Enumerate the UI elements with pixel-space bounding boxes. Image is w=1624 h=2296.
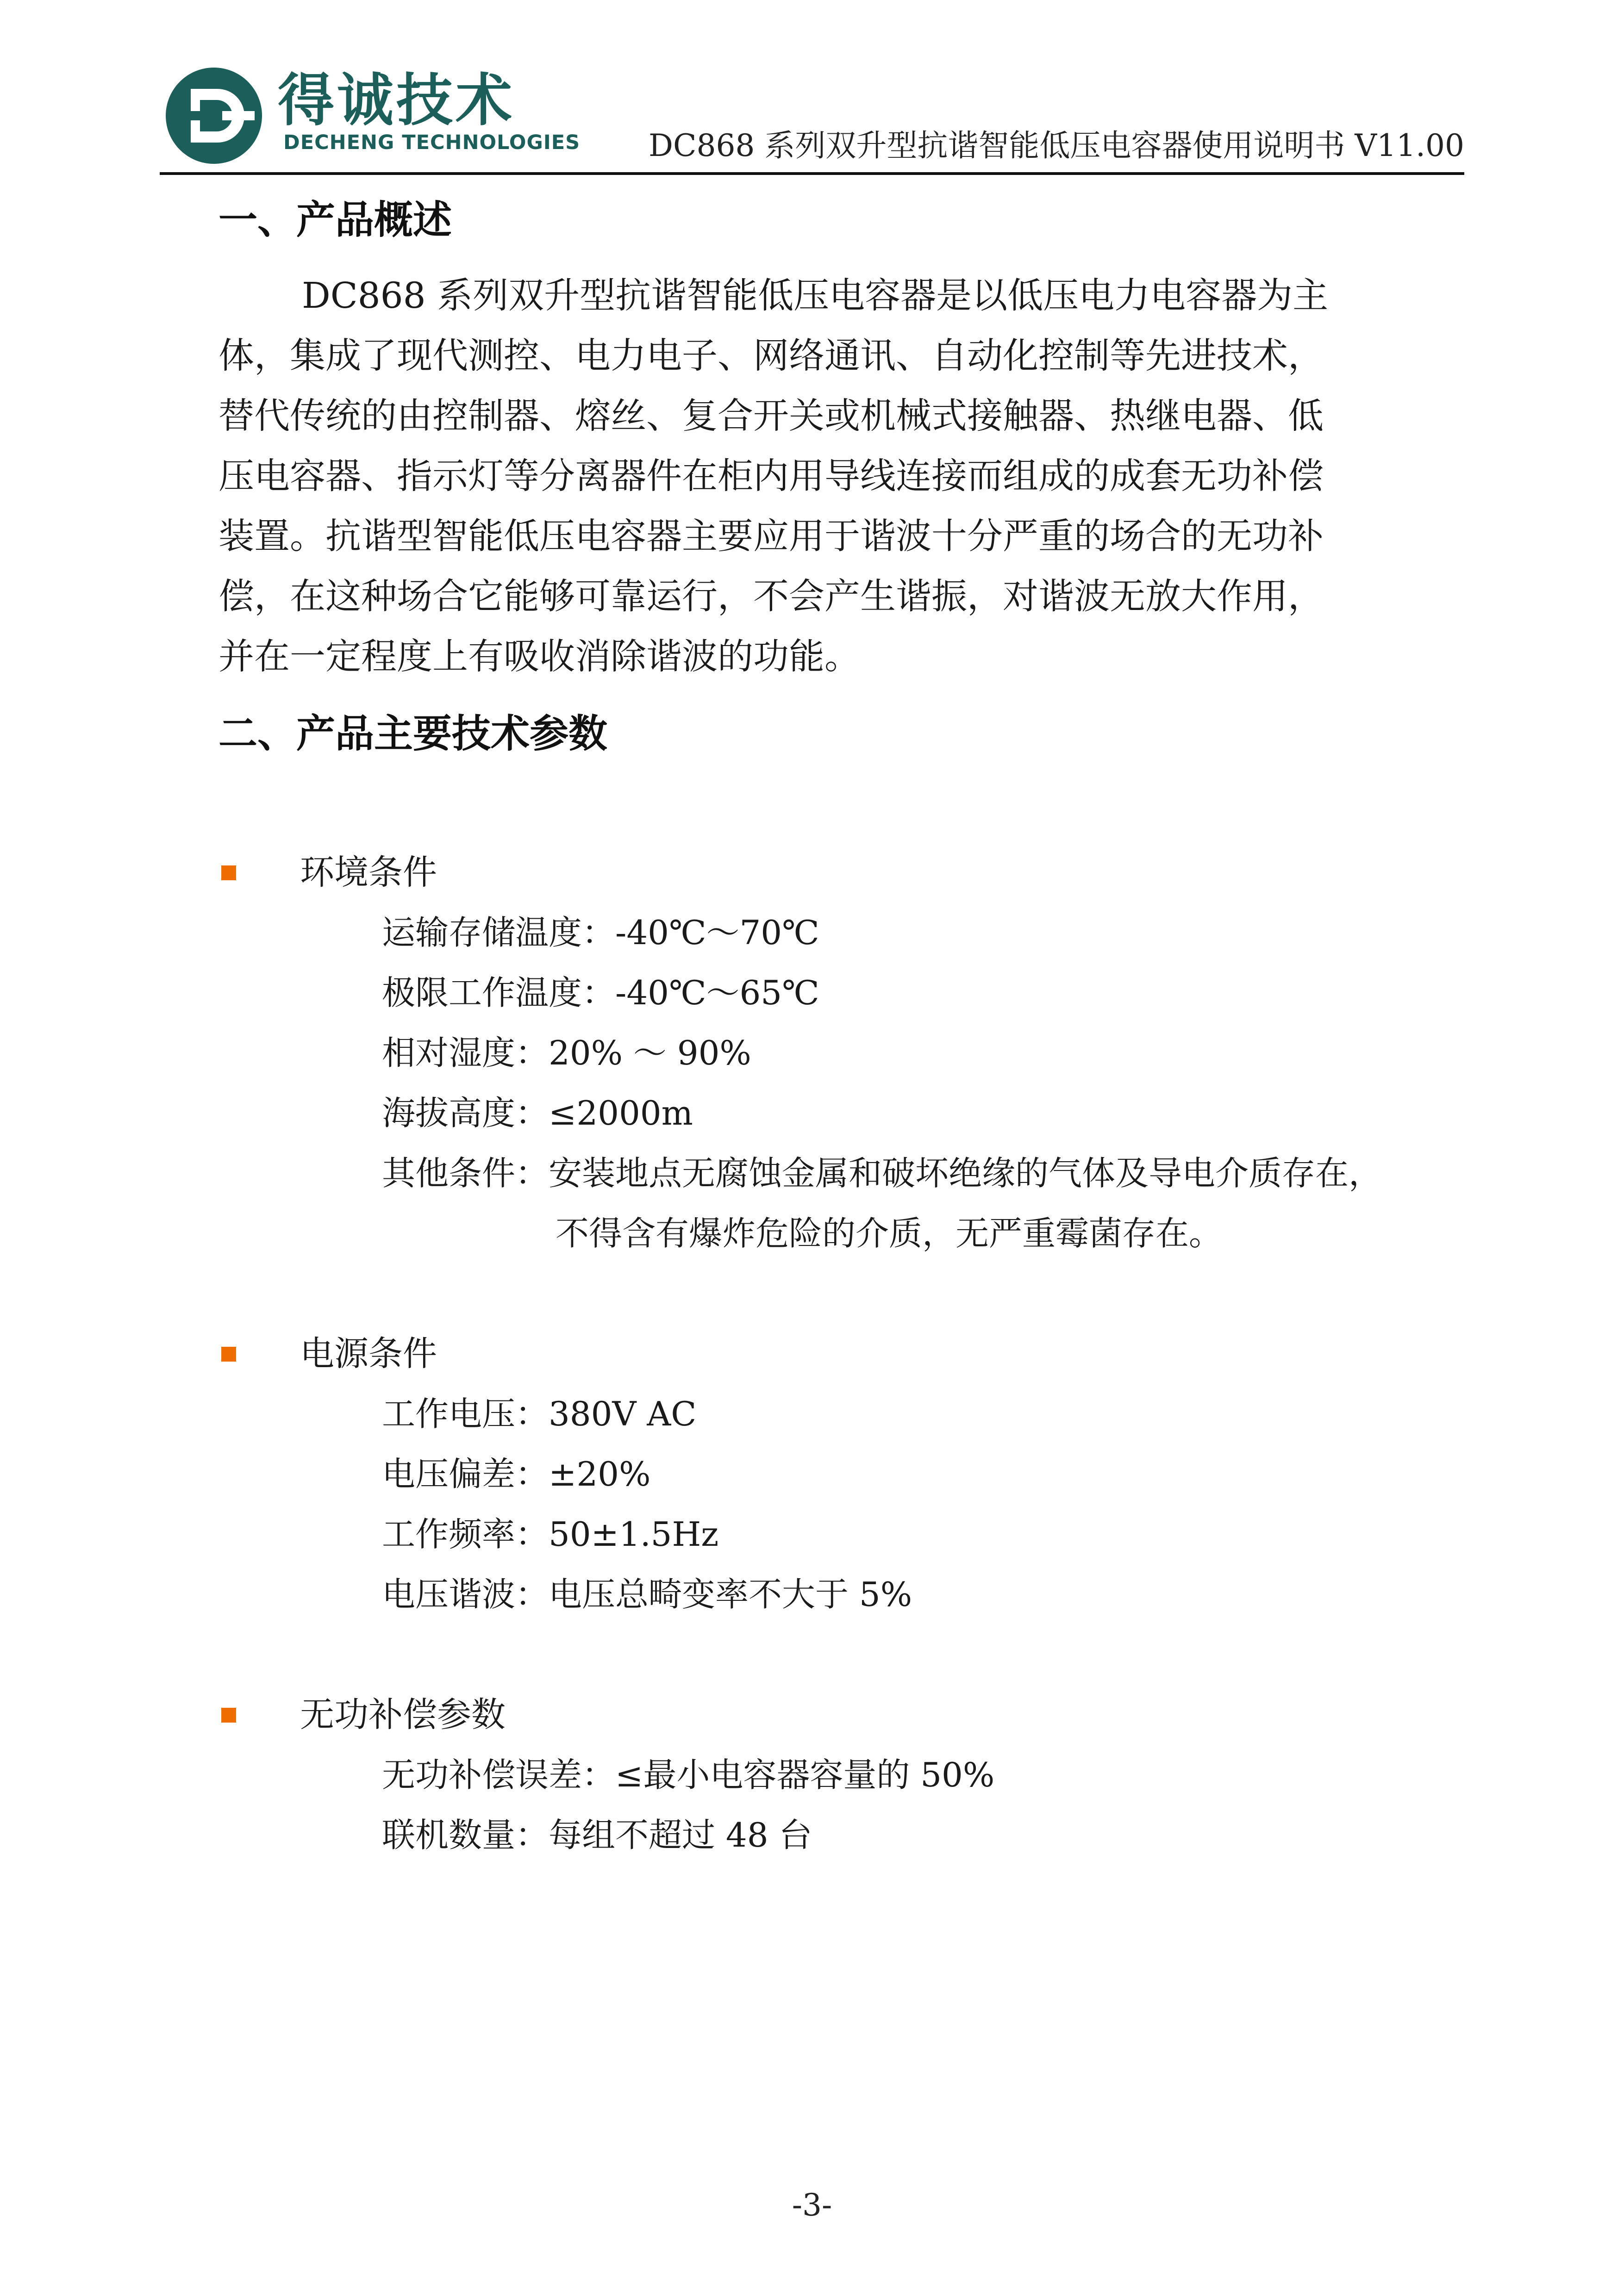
env-section-title: 环境条件 xyxy=(300,852,437,892)
env-item: 其他条件：安装地点无腐蚀金属和破坏绝缘的气体及导电介质存在， xyxy=(382,1154,1382,1193)
bullet-square-icon xyxy=(221,865,236,880)
power-item: 工作频率：50±1.5Hz xyxy=(382,1515,719,1554)
env-item: 相对湿度：20% ～ 90% xyxy=(382,1033,751,1072)
brand-name-cn: 得诚技术 xyxy=(278,68,515,133)
power-item: 电压偏差：±20% xyxy=(382,1455,651,1493)
paragraph-line: 压电容器、指示灯等分离器件在柜内用导线连接而组成的成套无功补偿 xyxy=(219,456,1324,497)
overview-paragraph xyxy=(219,266,1422,687)
params-heading: 二、产品主要技术参数 xyxy=(219,711,608,756)
env-item-continuation: 不得含有爆炸危险的介质，无严重霉菌存在。 xyxy=(556,1214,1223,1253)
env-item: 运输存储温度：-40℃～70℃ xyxy=(382,913,819,952)
paragraph-line: 并在一定程度上有吸收消除谐波的功能。 xyxy=(219,636,860,678)
paragraph-line: 体，集成了现代测控、电力电子、网络通讯、自动化控制等先进技术， xyxy=(219,336,1324,377)
env-item: 海拔高度：≤2000m xyxy=(382,1094,693,1132)
header-divider xyxy=(160,172,1464,175)
paragraph-line: 偿，在这种场合它能够可靠运行，不会产生谐振，对谐波无放大作用， xyxy=(219,576,1324,617)
reactive-item: 联机数量：每组不超过 48 台 xyxy=(382,1816,812,1854)
paragraph-line: 替代传统的由控制器、熔丝、复合开关或机械式接触器、热继电器、低 xyxy=(219,396,1324,437)
power-item: 电压谐波：电压总畸变率不大于 5% xyxy=(382,1575,912,1614)
document-title: DC868 系列双升型抗谐智能低压电容器使用说明书 V11.00 xyxy=(649,128,1464,163)
reactive-item: 无功补偿误差：≤最小电容器容量的 50% xyxy=(382,1755,995,1794)
brand-name-en: DECHENG TECHNOLOGIES xyxy=(283,131,581,154)
paragraph-line: 装置。抗谐型智能低压电容器主要应用于谐波十分严重的场合的无功补 xyxy=(219,516,1324,557)
bullet-square-icon xyxy=(221,1708,236,1723)
overview-heading: 一、产品概述 xyxy=(219,197,452,243)
power-item: 工作电压：380V AC xyxy=(382,1394,697,1433)
env-item: 极限工作温度：-40℃～65℃ xyxy=(382,973,819,1012)
paragraph-line: DC868 系列双升型抗谐智能低压电容器是以低压电力电容器为主 xyxy=(302,275,1329,317)
power-section-title: 电源条件 xyxy=(300,1334,437,1374)
page-number: -3- xyxy=(792,2187,832,2223)
company-logo-icon xyxy=(163,65,265,167)
bullet-square-icon xyxy=(221,1347,236,1362)
reactive-section-title: 无功补偿参数 xyxy=(300,1695,506,1735)
